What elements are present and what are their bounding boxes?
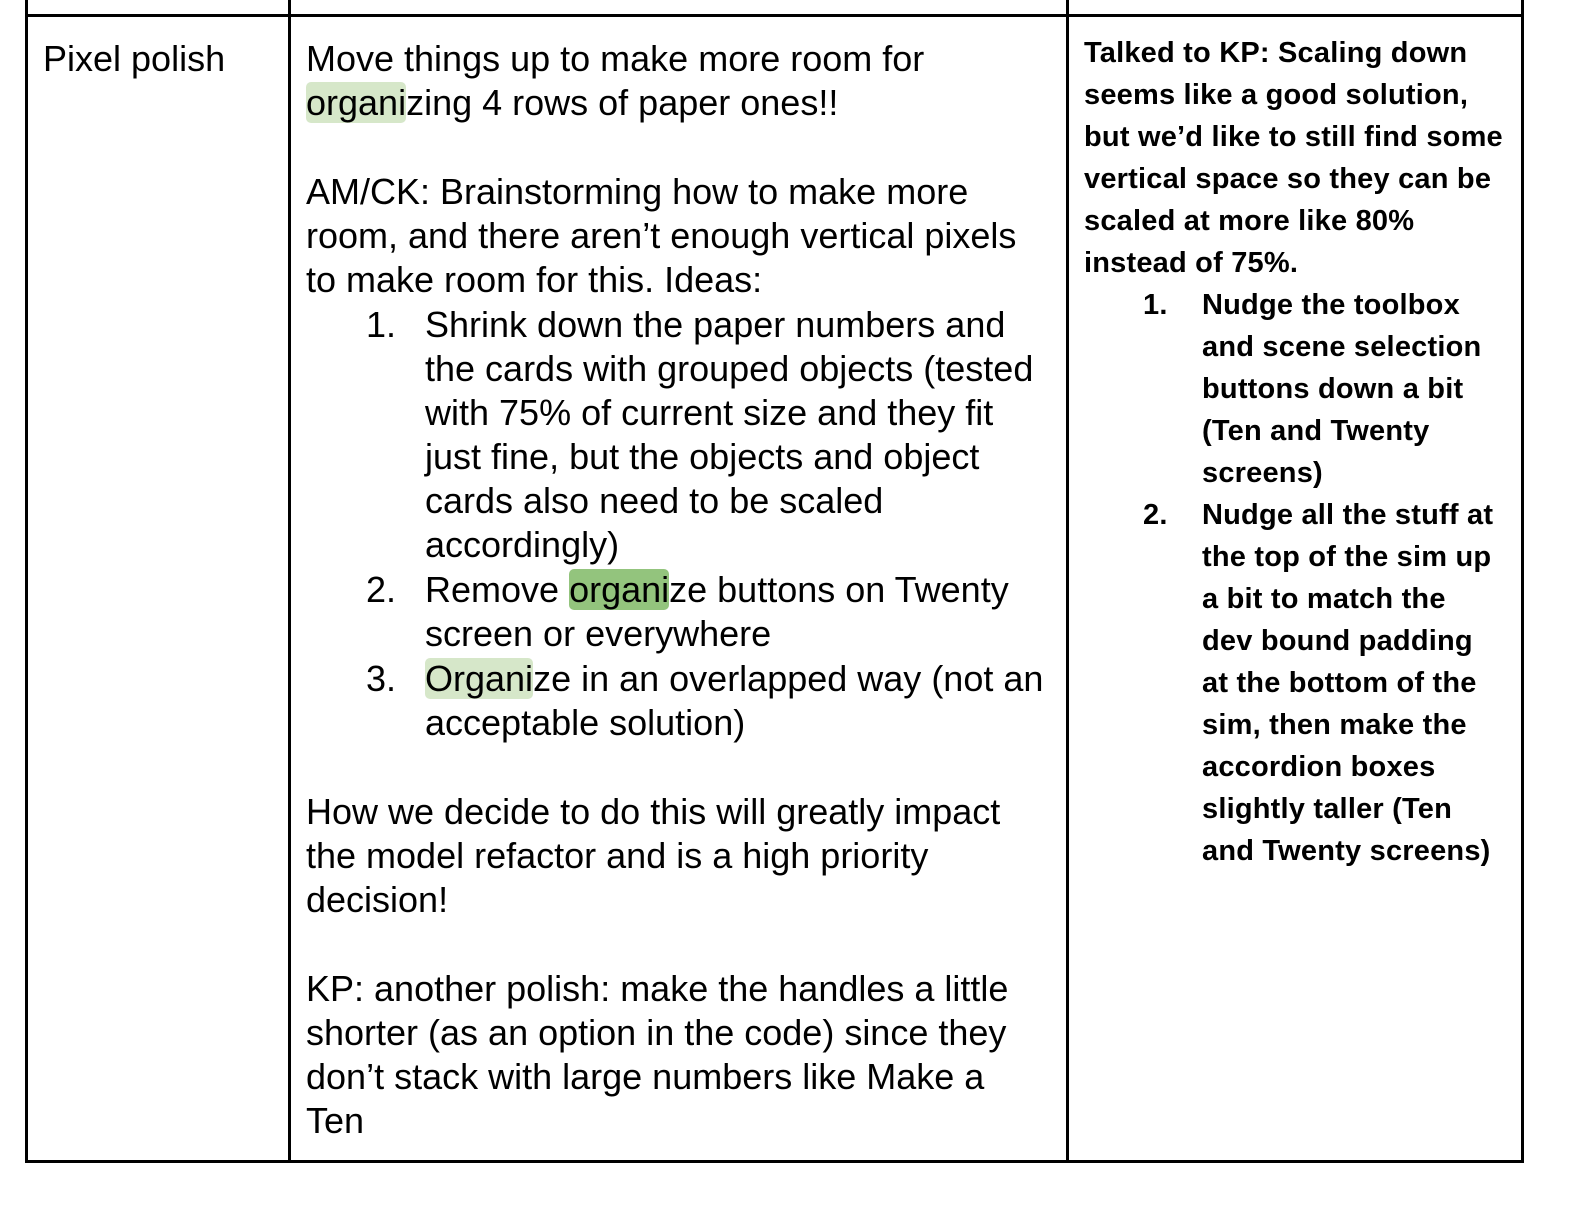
idea-1-line-4: just fine, but the objects and object xyxy=(425,436,980,477)
idea-1-line-6: accordingly) xyxy=(425,524,620,565)
decision-intro-line-4: vertical space so they can be xyxy=(1084,163,1492,195)
idea-3-line-1: Organize in an overlapped way (not an xyxy=(425,658,1044,699)
decision-item-2-number: 2. xyxy=(1143,499,1168,531)
notes-intro-line-2: organizing 4 rows of paper ones!! xyxy=(306,82,839,123)
decision-item-2-line-7: accordion boxes xyxy=(1202,751,1436,783)
decision-intro-line-1: Talked to KP: Scaling down xyxy=(1084,37,1468,69)
highlight-organi-dark: organi xyxy=(569,569,670,610)
idea-2-line-1: Remove organize buttons on Twenty xyxy=(425,569,1009,610)
decision-item-2-line-6: sim, then make the xyxy=(1202,709,1467,741)
decision-item-2-line-4: dev bound padding xyxy=(1202,625,1473,657)
decision-item-2-line-3: a bit to match the xyxy=(1202,583,1446,615)
column-divider-2 xyxy=(1066,0,1069,1163)
table-top-border xyxy=(25,14,1524,17)
decision-intro-line-5: scaled at more like 80% xyxy=(1084,205,1415,237)
impact-line-2: the model refactor and is a high priority xyxy=(306,835,929,876)
highlight-organi: organi xyxy=(306,82,407,123)
topic-cell: Pixel polish xyxy=(43,38,226,79)
kp-line-3: don’t stack with large numbers like Make a xyxy=(306,1056,985,1097)
decision-item-2-line-5: at the bottom of the xyxy=(1202,667,1477,699)
amck-line-1: AM/CK: Brainstorming how to make more xyxy=(306,171,969,212)
impact-line-1: How we decide to do this will greatly impact xyxy=(306,791,1001,832)
decision-item-2-line-9: and Twenty screens) xyxy=(1202,835,1491,867)
idea-1-number: 1. xyxy=(366,304,397,345)
decision-item-2-line-8: slightly taller (Ten xyxy=(1202,793,1453,825)
idea-1-line-3: with 75% of current size and they fit xyxy=(425,392,994,433)
impact-line-3: decision! xyxy=(306,879,449,920)
decision-item-1-line-2: and scene selection xyxy=(1202,331,1482,363)
idea-2-line-2: screen or everywhere xyxy=(425,613,772,654)
decision-item-2-line-1: Nudge all the stuff at xyxy=(1202,499,1494,531)
idea-2-number: 2. xyxy=(366,569,397,610)
amck-line-3: to make room for this. Ideas: xyxy=(306,259,763,300)
decision-intro-line-3: but we’d like to still find some xyxy=(1084,121,1503,153)
decision-item-1-number: 1. xyxy=(1143,289,1168,321)
idea-1-line-2: the cards with grouped objects (tested xyxy=(425,348,1034,389)
idea-1-line-1: Shrink down the paper numbers and xyxy=(425,304,1006,345)
kp-line-4: Ten xyxy=(306,1100,365,1141)
table-right-border xyxy=(1521,0,1524,1163)
decision-item-1-line-1: Nudge the toolbox xyxy=(1202,289,1460,321)
highlight-Organi: Organi xyxy=(425,658,534,699)
table-left-border xyxy=(25,0,28,1163)
decision-item-1-line-4: (Ten and Twenty xyxy=(1202,415,1430,447)
decision-intro-line-2: seems like a good solution, xyxy=(1084,79,1469,111)
kp-line-1: KP: another polish: make the handles a little xyxy=(306,968,1009,1009)
decision-item-1-line-5: screens) xyxy=(1202,457,1323,489)
amck-line-2: room, and there aren’t enough vertical pixels xyxy=(306,215,1017,256)
decision-intro-line-6: instead of 75%. xyxy=(1084,247,1299,279)
notes-intro-line-1: Move things up to make more room for xyxy=(306,38,925,79)
idea-3-line-2: acceptable solution) xyxy=(425,702,746,743)
column-divider-1 xyxy=(288,0,291,1163)
kp-line-2: shorter (as an option in the code) since they xyxy=(306,1012,1007,1053)
table-bottom-border xyxy=(25,1160,1524,1163)
idea-1-line-5: cards also need to be scaled xyxy=(425,480,884,521)
idea-3-number: 3. xyxy=(366,658,397,699)
decision-item-2-line-2: the top of the sim up xyxy=(1202,541,1492,573)
decision-item-1-line-3: buttons down a bit xyxy=(1202,373,1464,405)
